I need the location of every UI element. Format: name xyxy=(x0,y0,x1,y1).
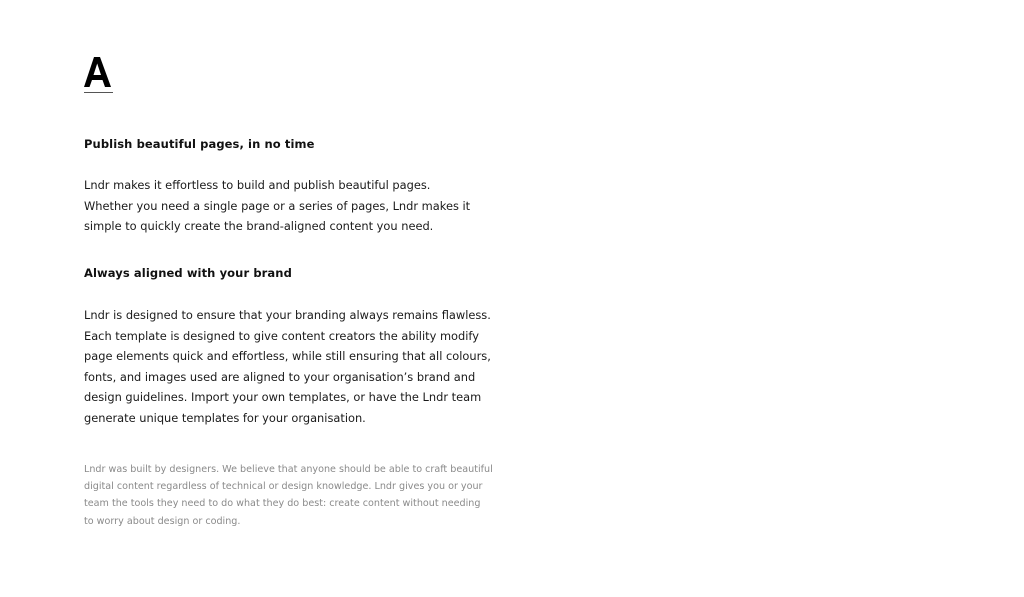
text-line: page elements quick and effortless, while still ensuring that all colours, xyxy=(84,349,491,364)
text-line: to worry about design or coding. xyxy=(84,515,241,527)
text-line: team the tools they need to do what they do best: create content without needing xyxy=(84,498,481,510)
text-line: digital content regardless of technical or design knowledge. Lndr gives you or your xyxy=(84,481,483,493)
text-line: Lndr was built by designers. We believe that anyone should be able to craft beautiful xyxy=(84,464,493,475)
text-line: Each template is designed to give content creators the ability modify xyxy=(84,328,479,343)
section-body-brand xyxy=(84,305,491,429)
section-heading-brand: Always aligned with your brand xyxy=(84,266,292,280)
logo-underline xyxy=(84,92,113,93)
text-line: generate unique templates for your organisation. xyxy=(84,410,366,425)
footer-note xyxy=(84,461,493,530)
section-heading-publish: Publish beautiful pages, in no time xyxy=(84,137,315,151)
text-line: design guidelines. Import your own templates, or have the Lndr team xyxy=(84,390,482,405)
text-line: Whether you need a single page or a series of pages, Lndr makes it xyxy=(84,198,471,213)
text-line: Lndr is designed to ensure that your branding always remains flawless. xyxy=(84,308,491,322)
text-line: Lndr makes it effortless to build and publish beautiful pages. xyxy=(84,178,431,192)
section-body-publish xyxy=(84,175,470,237)
brand-logo[interactable] xyxy=(84,56,113,94)
text-line: simple to quickly create the brand-aligned content you need. xyxy=(84,219,434,234)
logo-a-icon xyxy=(84,56,113,88)
text-line: fonts, and images used are aligned to your organisation’s brand and xyxy=(84,369,476,384)
